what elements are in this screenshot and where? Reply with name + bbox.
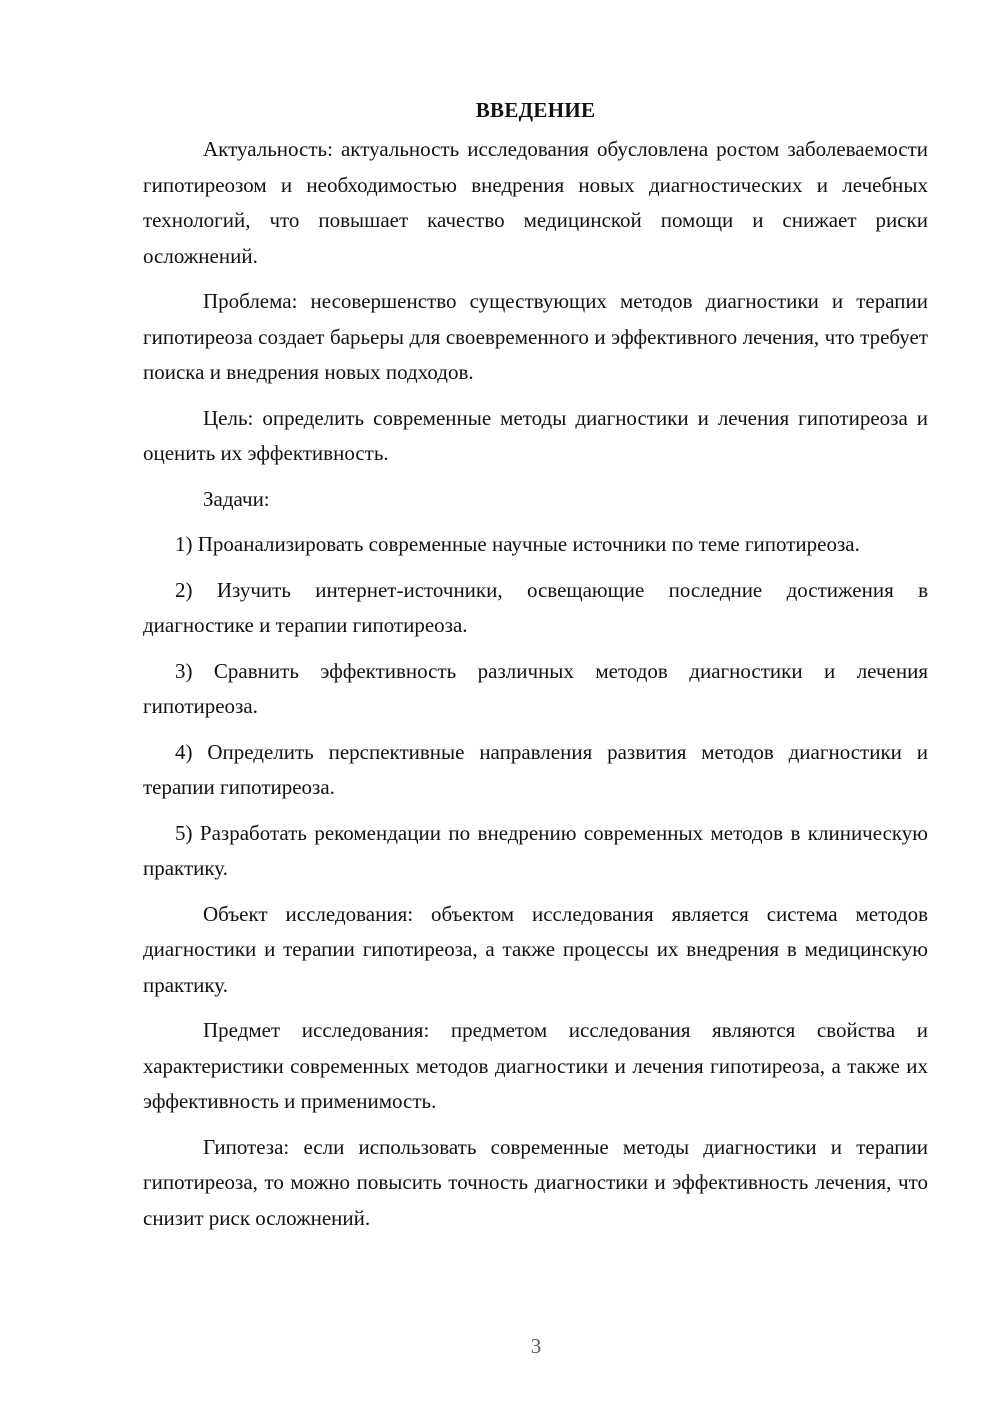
subject-paragraph: Предмет исследования: предметом исследования являются свойства и характеристики современных методов диагностики и лечения гипотиреоза, а также их эффективность и применимость. [143,1018,928,1113]
goal-paragraph: Цель: определить современные методы диагностики и лечения гипотиреоза и оценить их эффективность. [143,405,928,465]
hypothesis-paragraph: Гипотеза: если использовать современные методы диагностики и терапии гипотиреоза, то можно повысить точность диагностики и эффективность лечения, что снизит риск осложнений. [143,1134,928,1230]
tasks-list [143,527,928,887]
problem-paragraph: Проблема: несовершенство существующих методов диагностики и терапии гипотиреоза создает барьеры для своевременного и эффективного лечения, что требует поиска и внедрения новых подходов. [143,289,928,384]
document-page [143,92,928,1246]
task-item: 5) Разработать рекомендации по внедрению современных методов в клиническую практику. [143,820,928,880]
task-item: 4) Определить перспективные направления развития методов диагностики и терапии гипотиреоза. [143,739,928,799]
relevance-paragraph: Актуальность: актуальность исследования обусловлена ростом заболеваемости гипотиреозом и необходимостью внедрения новых диагностических и лечебных технологий, что повышает качество медицинской помощи и снижает риски осложнений. [143,137,928,268]
tasks-label: Задачи: [203,486,270,511]
task-item: 2) Изучить интернет-источники, освещающие последние достижения в диагностике и терапии гипотиреоза. [143,577,928,637]
section-heading: ВВЕДЕНИЕ [475,98,596,122]
task-item: 1) Проанализировать современные научные источники по теме гипотиреоза. [175,532,860,556]
object-paragraph: Объект исследования: объектом исследования является система методов диагностики и терапии гипотиреоза, а также процессы их внедрения в медицинскую практику. [143,901,928,997]
page-number: 3 [530,1334,542,1358]
task-item: 3) Сравнить эффективность различных методов диагностики и лечения гипотиреоза. [143,658,928,718]
